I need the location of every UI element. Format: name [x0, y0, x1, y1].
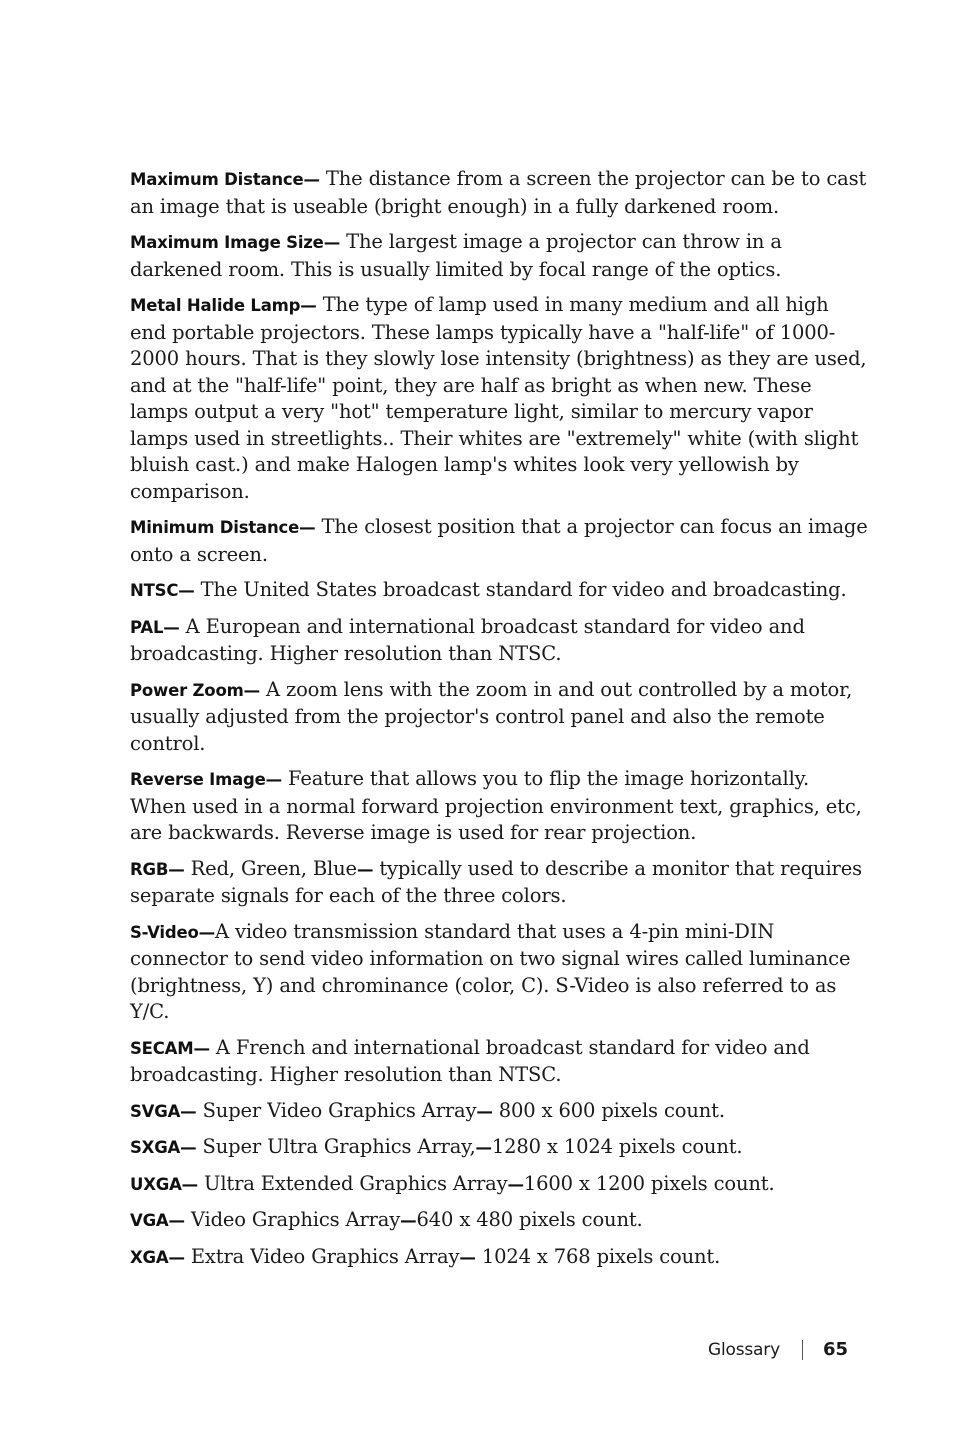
glossary-definition: Super Ultra Graphics Array, — [196, 1135, 476, 1158]
glossary-entry — [130, 577, 870, 605]
em-dash: — — [168, 1211, 185, 1230]
em-dash: — — [163, 617, 180, 637]
glossary-definition: 1024 x 768 pixels count. — [475, 1244, 721, 1268]
glossary-term: Reverse Image — [130, 770, 266, 789]
glossary-term: UXGA — [130, 1174, 182, 1194]
glossary-definition: A video transmission standard that uses a 4-pin mini-DIN connector to send video information on two signal wires called luminance (brightness, Y) and chrominance (color, C). S-Video is also referred to as Y/C. — [130, 919, 851, 1023]
glossary-definition: Feature that allows you to flip the image horizontally. When used in a normal forward projection environment text, graphics, etc, are backwards. Reverse image is used for rear projection. — [130, 767, 862, 844]
glossary-definition: The type of lamp used in many medium and all high end portable projectors. These lamps typically have a "half-life" of 1000-2000 hours. That is they slowly lose intensity (brightness) as they are used, and at the "half-life" point, they are half as bright as when new. These lamps output a very "hot" temperature light, similar to mercury vapor lamps used in streetlights.. Their whites are "extremely" white (with slight bluish cast.) and make Halogen lamp's whites look very yellowish by comparison. — [130, 293, 867, 503]
glossary-term: XGA — [130, 1247, 169, 1267]
em-dash: — — [507, 1174, 524, 1194]
glossary-definition: 800 x 600 pixels count. — [492, 1098, 725, 1122]
em-dash: — — [459, 1247, 476, 1267]
em-dash: — — [180, 1101, 197, 1121]
em-dash: — — [198, 922, 215, 942]
glossary-entry — [130, 1098, 870, 1126]
em-dash: — — [303, 170, 320, 189]
glossary-definition: Ultra Extended Graphics Array — [198, 1171, 508, 1195]
glossary-term: PAL — [130, 617, 164, 637]
glossary-list — [130, 166, 870, 1280]
glossary-definition: Red, Green, Blue — [184, 856, 357, 880]
glossary-entry — [130, 1035, 870, 1089]
glossary-entry — [130, 1134, 870, 1162]
em-dash: — — [168, 1247, 185, 1267]
em-dash: — — [181, 1174, 198, 1194]
em-dash: — — [475, 1138, 492, 1157]
glossary-definition: The largest image a projector can throw in a darkened room. This is usually limited by focal range of the optics. — [130, 230, 782, 281]
glossary-term: Maximum Image Size — [130, 233, 324, 252]
glossary-entry — [130, 1171, 870, 1199]
glossary-definition: 1600 x 1200 pixels count. — [523, 1171, 775, 1195]
footer-divider — [802, 1340, 803, 1360]
glossary-entry — [130, 919, 870, 1026]
em-dash: — — [180, 1138, 197, 1157]
glossary-entry — [130, 766, 870, 847]
em-dash: — — [193, 1038, 210, 1058]
footer-section-title: Glossary — [708, 1339, 780, 1360]
glossary-entry — [130, 1207, 870, 1235]
glossary-term: SXGA — [130, 1138, 181, 1157]
glossary-entry — [130, 292, 870, 505]
glossary-definition: A European and international broadcast standard for video and broadcasting. Higher resolution than NTSC. — [130, 614, 805, 665]
glossary-entry — [130, 229, 870, 283]
glossary-term: SECAM — [130, 1038, 194, 1058]
page-number: 65 — [822, 1339, 848, 1360]
glossary-definition: Video Graphics Array — [184, 1208, 401, 1231]
glossary-term: NTSC — [130, 581, 179, 600]
glossary-definition: 1280 x 1024 pixels count. — [491, 1135, 743, 1158]
glossary-definition: The closest position that a projector can focus an image onto a screen. — [130, 515, 868, 566]
em-dash: — — [323, 233, 341, 252]
glossary-entry — [130, 614, 870, 668]
em-dash: — — [400, 1211, 417, 1230]
glossary-definition: Super Video Graphics Array — [196, 1098, 477, 1122]
em-dash: — — [265, 770, 282, 789]
em-dash: — — [300, 296, 317, 315]
glossary-entry — [130, 1244, 870, 1272]
em-dash: — — [168, 859, 185, 879]
glossary-term: Maximum Distance — [130, 170, 304, 189]
glossary-definition: A French and international broadcast standard for video and broadcasting. Higher resolution than NTSC. — [130, 1035, 810, 1086]
glossary-term: S-Video — [130, 922, 199, 942]
glossary-entry — [130, 166, 870, 220]
glossary-term: VGA — [130, 1211, 169, 1230]
glossary-definition: Extra Video Graphics Array — [184, 1244, 460, 1268]
glossary-entry — [130, 856, 870, 910]
glossary-entry — [130, 514, 870, 568]
em-dash: — — [178, 581, 195, 600]
glossary-definition: The distance from a screen the projector can be to cast an image that is useable (bright enough) in a fully darkened room. — [130, 167, 867, 218]
glossary-term: Power Zoom — [130, 680, 244, 700]
glossary-entry — [130, 677, 870, 758]
page-footer — [708, 1339, 848, 1360]
glossary-term: RGB — [130, 859, 169, 879]
em-dash: — — [356, 859, 374, 879]
em-dash: — — [476, 1101, 493, 1121]
glossary-definition: The United States broadcast standard for video and broadcasting. — [194, 578, 847, 601]
glossary-definition: A zoom lens with the zoom in and out controlled by a motor, usually adjusted from the projector's control panel and also the remote control. — [130, 677, 853, 755]
em-dash: — — [299, 518, 316, 537]
glossary-term: Metal Halide Lamp — [130, 296, 301, 315]
em-dash: — — [243, 680, 260, 700]
glossary-definition: 640 x 480 pixels count. — [416, 1208, 643, 1231]
glossary-term: SVGA — [130, 1101, 181, 1121]
glossary-definition: typically used to describe a monitor that requires separate signals for each of the three colors. — [130, 856, 862, 907]
glossary-term: Minimum Distance — [130, 518, 300, 537]
